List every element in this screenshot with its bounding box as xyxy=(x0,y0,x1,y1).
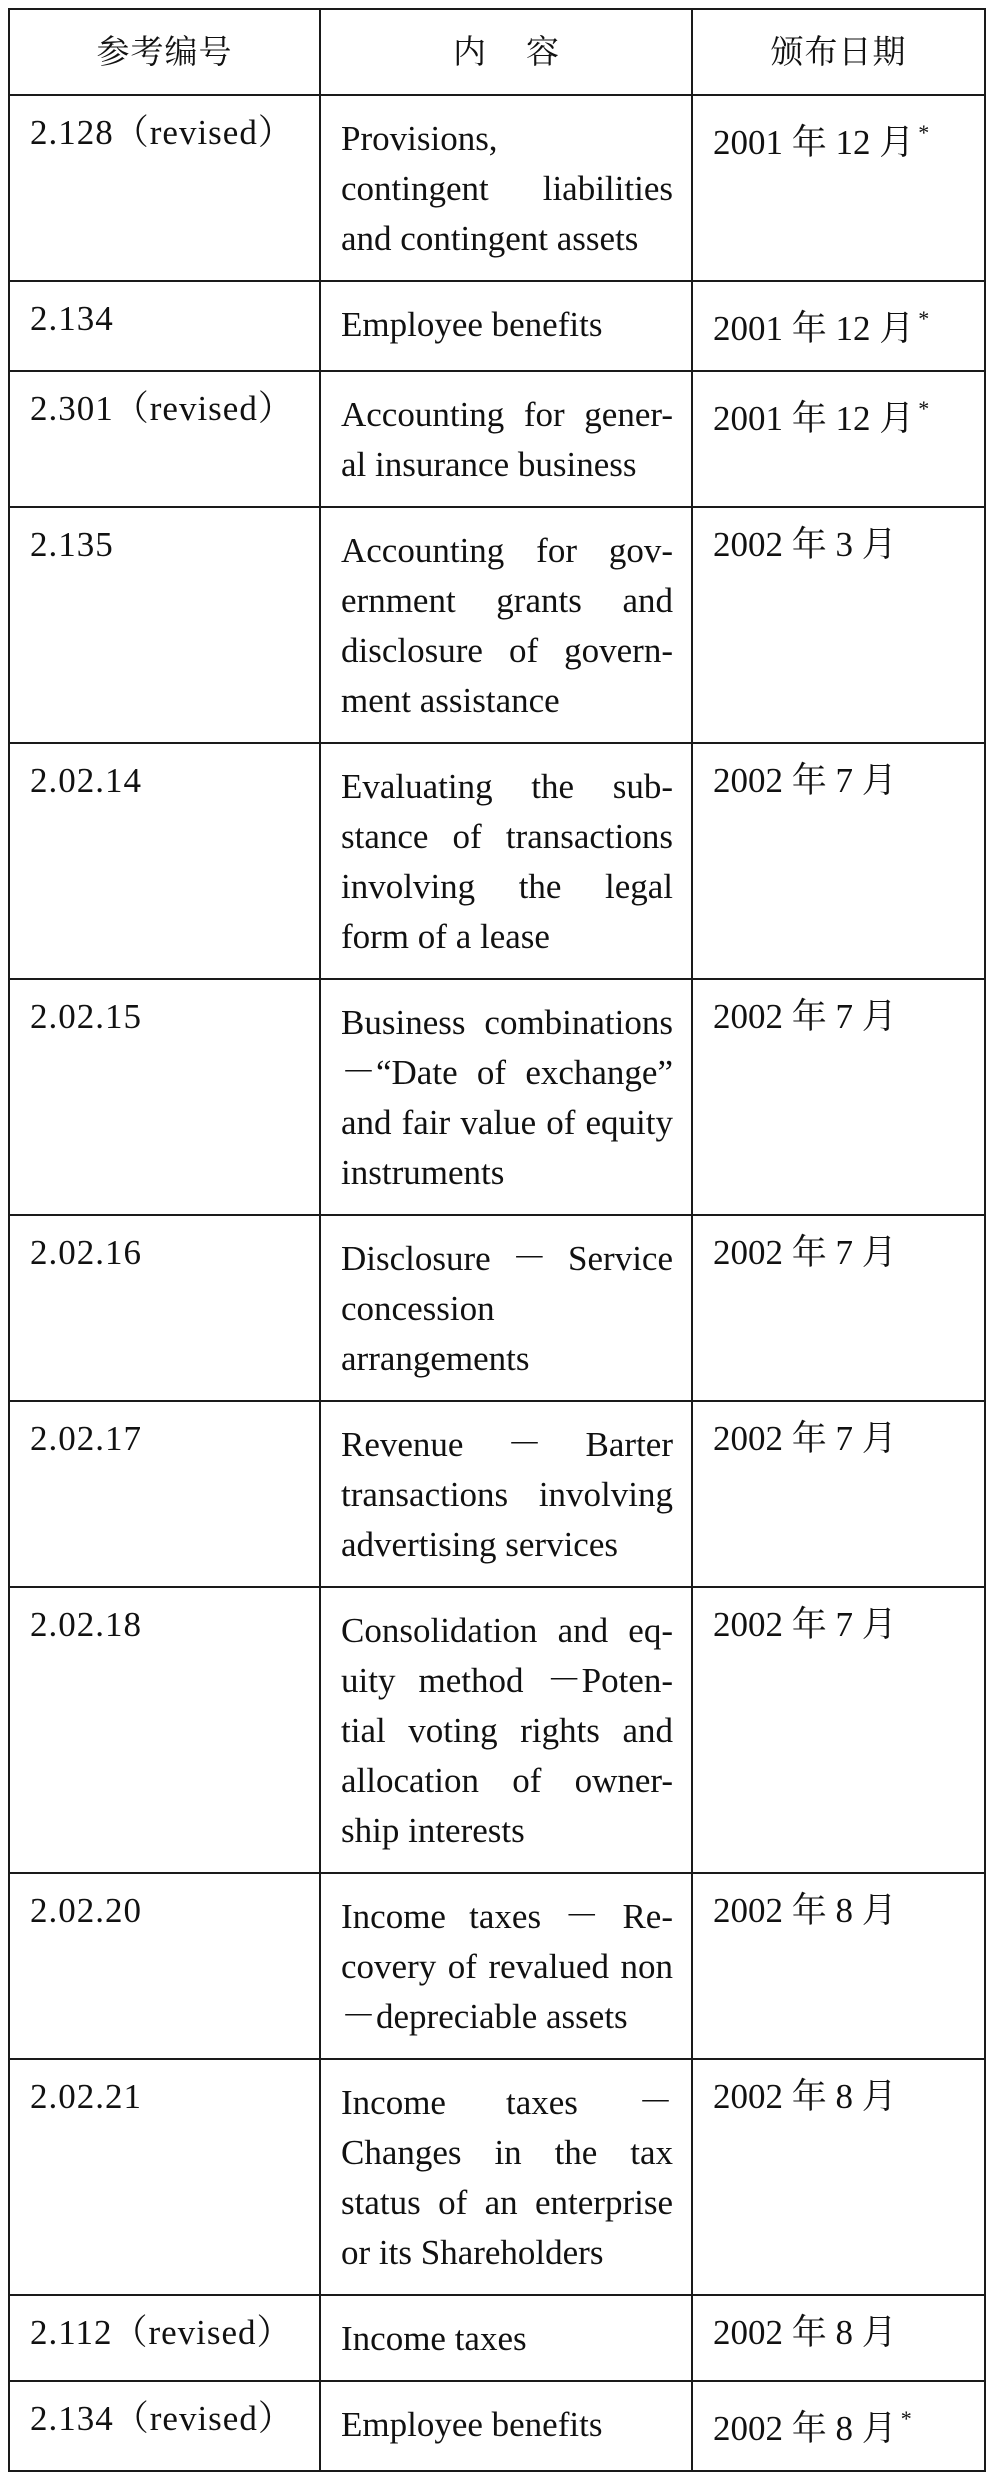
issue-date-text: 2002 年 8 月 xyxy=(713,2313,897,2352)
standards-table xyxy=(8,8,986,2472)
content-line: uity method －Poten- xyxy=(341,1661,673,1700)
issue-date-text: 2002 年 8 月 xyxy=(713,2077,897,2116)
issue-date-cell xyxy=(692,281,985,371)
content-cell xyxy=(320,2381,692,2471)
issue-date-cell xyxy=(692,371,985,507)
content-line: Evaluating the sub- xyxy=(341,767,673,806)
content-line: －“Date of exchange” xyxy=(341,1053,673,1092)
content-line: ment assistance xyxy=(341,681,560,720)
content-line: and fair value of equity xyxy=(341,1103,673,1142)
reference-number-cell: 2.02.16 xyxy=(9,1215,320,1401)
reference-number-cell: 2.02.20 xyxy=(9,1873,320,2059)
content-line: instruments xyxy=(341,1153,505,1192)
content-line: Income taxes － Re- xyxy=(341,1897,673,1936)
content-cell xyxy=(320,371,692,507)
content-cell xyxy=(320,1587,692,1873)
reference-number-cell: 2.02.17 xyxy=(9,1401,320,1587)
reference-number-cell: 2.02.18 xyxy=(9,1587,320,1873)
content-line: disclosure of govern- xyxy=(341,631,673,670)
issue-date-cell xyxy=(692,1587,985,1873)
content-line: status of an enterprise xyxy=(341,2183,673,2222)
content-line: －depreciable assets xyxy=(341,1997,628,2036)
content-line: Consolidation and eq- xyxy=(341,1611,673,1650)
reference-number-cell: 2.02.21 xyxy=(9,2059,320,2295)
issue-date-cell xyxy=(692,979,985,1215)
content-line: tial voting rights and xyxy=(341,1711,673,1750)
content-line: contingent liabilities xyxy=(341,169,673,208)
table-row xyxy=(9,2059,985,2295)
content-cell xyxy=(320,2059,692,2295)
table-row xyxy=(9,371,985,507)
content-line: Employee benefits xyxy=(341,305,603,344)
content-line: and contingent assets xyxy=(341,219,639,258)
issue-date-cell xyxy=(692,2381,985,2471)
content-line: ernment grants and xyxy=(341,581,673,620)
issue-date-cell xyxy=(692,1873,985,2059)
header-row xyxy=(9,9,985,95)
issue-date-text: 2001 年 12 月 xyxy=(713,399,915,438)
issue-date-cell xyxy=(692,1215,985,1401)
header-issue-date: 颁布日期 xyxy=(692,9,985,95)
issue-date-text: 2002 年 3 月 xyxy=(713,525,897,564)
issue-date-text: 2002 年 7 月 xyxy=(713,1233,897,1272)
header-reference-number: 参考编号 xyxy=(9,9,320,95)
issue-date-text: 2002 年 7 月 xyxy=(713,1419,897,1458)
content-cell xyxy=(320,1873,692,2059)
reference-number-cell: 2.02.15 xyxy=(9,979,320,1215)
content-cell xyxy=(320,743,692,979)
reference-number-cell: 2.135 xyxy=(9,507,320,743)
content-line: al insurance business xyxy=(341,445,637,484)
content-line: form of a lease xyxy=(341,917,550,956)
content-cell xyxy=(320,2295,692,2381)
reference-number-cell: 2.128（revised） xyxy=(9,95,320,281)
content-line: stance of transactions xyxy=(341,817,673,856)
content-line: Income taxes xyxy=(341,2319,527,2358)
reference-number-cell: 2.134（revised） xyxy=(9,2381,320,2471)
content-cell xyxy=(320,979,692,1215)
content-line: Provisions, xyxy=(341,119,498,158)
table-row xyxy=(9,2381,985,2471)
content-line: allocation of owner- xyxy=(341,1761,673,1800)
issue-date-text: 2002 年 8 月 xyxy=(713,2409,897,2448)
issue-date-text: 2001 年 12 月 xyxy=(713,309,915,348)
reference-number-cell: 2.02.14 xyxy=(9,743,320,979)
issue-date-text: 2002 年 7 月 xyxy=(713,1605,897,1644)
content-cell xyxy=(320,1215,692,1401)
content-line: transactions involving xyxy=(341,1475,673,1514)
content-cell xyxy=(320,507,692,743)
content-line: or its Shareholders xyxy=(341,2233,604,2272)
content-line: Accounting for gener- xyxy=(341,395,673,434)
content-line: concession arrangements xyxy=(341,1289,530,1378)
issue-date-text: 2001 年 12 月 xyxy=(713,123,915,162)
content-line: involving the legal xyxy=(341,867,673,906)
content-line: covery of revalued non xyxy=(341,1947,673,1986)
table-row xyxy=(9,1401,985,1587)
issue-date-text: 2002 年 8 月 xyxy=(713,1891,897,1930)
issue-date-text: 2002 年 7 月 xyxy=(713,761,897,800)
footnote-marker: * xyxy=(918,120,930,145)
table-header xyxy=(9,9,985,95)
table-row xyxy=(9,1215,985,1401)
issue-date-cell xyxy=(692,2059,985,2295)
issue-date-cell xyxy=(692,743,985,979)
table-body xyxy=(9,95,985,2471)
table-row xyxy=(9,507,985,743)
content-line: Changes in the tax xyxy=(341,2133,673,2172)
footnote-marker: * xyxy=(918,396,930,421)
table-row xyxy=(9,281,985,371)
table-row xyxy=(9,95,985,281)
content-line: Disclosure － Service xyxy=(341,1239,673,1278)
content-line: Business combinations xyxy=(341,1003,673,1042)
issue-date-cell xyxy=(692,2295,985,2381)
content-cell xyxy=(320,281,692,371)
footnote-marker: * xyxy=(900,2406,912,2431)
content-line: ship interests xyxy=(341,1811,525,1850)
content-line: Revenue － Barter xyxy=(341,1425,673,1464)
table-row xyxy=(9,743,985,979)
table-row xyxy=(9,1587,985,1873)
issue-date-text: 2002 年 7 月 xyxy=(713,997,897,1036)
content-cell xyxy=(320,95,692,281)
issue-date-cell xyxy=(692,1401,985,1587)
table-row xyxy=(9,2295,985,2381)
footnote-marker: * xyxy=(918,306,930,331)
header-content: 内容 xyxy=(320,9,692,95)
reference-number-cell: 2.112（revised） xyxy=(9,2295,320,2381)
issue-date-cell xyxy=(692,507,985,743)
issue-date-cell xyxy=(692,95,985,281)
content-line: advertising services xyxy=(341,1525,618,1564)
content-line: Income taxes － xyxy=(341,2083,673,2122)
table-row xyxy=(9,979,985,1215)
reference-number-cell: 2.301（revised） xyxy=(9,371,320,507)
content-cell xyxy=(320,1401,692,1587)
content-line: Employee benefits xyxy=(341,2405,603,2444)
reference-number-cell: 2.134 xyxy=(9,281,320,371)
table-row xyxy=(9,1873,985,2059)
content-line: Accounting for gov- xyxy=(341,531,673,570)
